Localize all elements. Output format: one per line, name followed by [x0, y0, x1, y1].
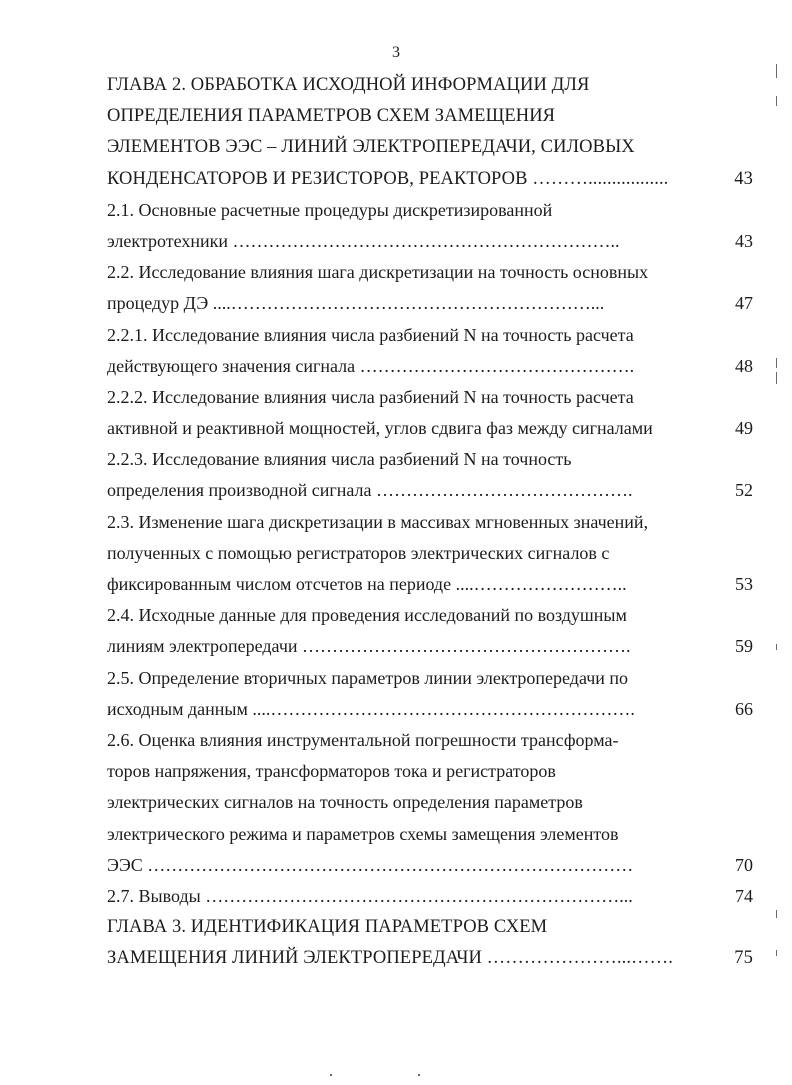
toc-line	[107, 663, 753, 694]
scan-artifact	[776, 96, 777, 106]
toc-entry-text: 2.7. Выводы ……………………………………………………………...	[107, 885, 633, 906]
scan-artifact	[330, 1074, 332, 1076]
toc-page-number: 66	[735, 698, 753, 719]
toc-entry-text: 2.3. Изменение шага дискретизации в массивах мгновенных значений,	[107, 511, 649, 532]
toc-line	[107, 538, 753, 569]
toc-entry-s2-2-3	[107, 444, 753, 506]
toc-entry-s2-6	[107, 725, 753, 881]
toc-line	[107, 70, 753, 101]
toc-entry-text: действующего значения сигнала ……………………………………….	[107, 355, 635, 376]
toc-entry-text: торов напряжения, трансформаторов тока и регистраторов	[107, 761, 556, 782]
page-number: 3	[392, 44, 400, 61]
toc-page-number: 47	[735, 293, 753, 314]
toc-entry-text: ЗАМЕЩЕНИЯ ЛИНИЙ ЭЛЕКТРОПЕРЕДАЧИ …………………...…….	[107, 948, 673, 969]
toc-entry-text: электротехники ………………………………………………………..	[107, 230, 620, 251]
scan-artifact	[776, 950, 777, 956]
toc-entry-text: исходным данным ....…………………………………………………….	[107, 698, 635, 719]
toc-entry-s2-4	[107, 600, 753, 662]
toc-page-number: 49	[735, 418, 753, 439]
scan-artifact	[418, 1074, 420, 1076]
toc-page-number: 43	[735, 230, 753, 251]
toc-line	[107, 850, 753, 881]
toc-page-number: 59	[735, 636, 753, 657]
toc-page-number: 70	[735, 854, 753, 875]
toc-page-number: 75	[734, 948, 753, 969]
toc-line	[107, 943, 753, 974]
toc-page-number: 53	[735, 574, 753, 594]
toc-page-number: 52	[735, 480, 753, 501]
toc-entry-text: 2.2.1. Исследование влияния числа разбиений N на точность расчета	[107, 324, 634, 345]
scan-artifact	[776, 358, 777, 368]
toc-line	[107, 912, 753, 943]
toc-line	[107, 600, 753, 631]
toc-entry-text: линиям электропередачи ……………………………………………….	[107, 636, 631, 657]
toc-entry-s2-2-2	[107, 382, 753, 444]
toc-line	[107, 288, 753, 319]
toc-entry-text: ЭЛЕМЕНТОВ ЭЭС – ЛИНИЙ ЭЛЕКТРОПЕРЕДАЧИ, СИЛОВЫХ	[107, 137, 635, 158]
toc-entry-s2-1	[107, 195, 753, 257]
toc-line	[107, 881, 753, 912]
toc-line	[107, 320, 753, 351]
toc-entry-text: определения производной сигнала …………………………………….	[107, 480, 633, 501]
toc-line	[107, 444, 753, 475]
toc-line	[107, 226, 753, 257]
toc-line	[107, 725, 753, 756]
toc-entry-text: ГЛАВА 3. ИДЕНТИФИКАЦИЯ ПАРАМЕТРОВ СХЕМ	[107, 917, 548, 938]
toc-entry-s2-5	[107, 663, 753, 725]
toc-line	[107, 101, 753, 132]
toc-entry-text: процедур ДЭ ....……………………………………………………...	[107, 293, 605, 314]
toc-line	[107, 257, 753, 288]
toc-entry-text: 2.5. Определение вторичных параметров линии электропередачи по	[107, 667, 629, 688]
toc-page-number: 43	[734, 168, 753, 189]
scan-artifact	[776, 644, 777, 650]
toc-line	[107, 819, 753, 850]
scan-artifact	[776, 372, 777, 384]
toc-entry-ch2	[107, 70, 753, 195]
toc-line	[107, 164, 753, 195]
toc-entry-text: КОНДЕНСАТОРОВ И РЕЗИСТОРОВ, РЕАКТОРОВ ……….................	[107, 168, 669, 189]
toc-entry-text: ЭЭС ………………………………………………………………………	[107, 854, 634, 875]
toc-entry-text: 2.2.3. Исследование влияния числа разбиений N на точность	[107, 449, 572, 470]
toc-entry-text: электрических сигналов на точность определения параметров	[107, 792, 583, 813]
scan-artifact	[776, 910, 777, 918]
toc-entry-text: 2.2.2. Исследование влияния числа разбиений N на точность расчета	[107, 386, 634, 407]
toc-entry-text: 2.1. Основные расчетные процедуры дискретизированной	[107, 199, 553, 220]
toc-line	[107, 475, 753, 506]
toc-entry-ch3	[107, 912, 753, 974]
toc-line	[107, 351, 753, 382]
toc-line	[107, 569, 753, 600]
toc-entry-text: 2.4. Исходные данные для проведения исследований по воздушным	[107, 605, 627, 626]
toc-entry-text: 2.2. Исследование влияния шага дискретизации на точность основных	[107, 262, 649, 283]
toc-entry-text: ОПРЕДЕЛЕНИЯ ПАРАМЕТРОВ СХЕМ ЗАМЕЩЕНИЯ	[107, 106, 556, 127]
toc-entry-s2-3	[107, 507, 753, 601]
toc-entry-text: 2.6. Оценка влияния инструментальной погрешности трансформа-	[107, 729, 619, 750]
toc-entry-s2-2	[107, 257, 753, 319]
toc-line	[107, 413, 753, 444]
toc-entry-s2-2-1	[107, 320, 753, 382]
toc-entry-text: ГЛАВА 2. ОБРАБОТКА ИСХОДНОЙ ИНФОРМАЦИИ ДЛЯ	[107, 75, 590, 95]
toc-entry-text: электрического режима и параметров схемы замещения элементов	[107, 823, 619, 844]
toc-page-number: 74	[735, 885, 753, 906]
toc-line	[107, 694, 753, 725]
toc-line	[107, 195, 753, 226]
scan-artifact	[776, 64, 777, 78]
toc-line	[107, 756, 753, 787]
toc-entry-text: фиксированным числом отсчетов на периоде ....……………………..	[107, 574, 627, 594]
toc-entry-text: полученных с помощью регистраторов электрических сигналов с	[107, 542, 610, 563]
toc-page-number: 48	[735, 355, 753, 376]
toc-line	[107, 631, 753, 662]
toc-line	[107, 507, 753, 538]
toc-line	[107, 382, 753, 413]
table-of-contents	[107, 70, 753, 974]
toc-entry-text: активной и реактивной мощностей, углов сдвига фаз между сигналами	[107, 418, 653, 439]
toc-line	[107, 787, 753, 818]
toc-line	[107, 132, 753, 163]
toc-entry-s2-7	[107, 881, 753, 912]
